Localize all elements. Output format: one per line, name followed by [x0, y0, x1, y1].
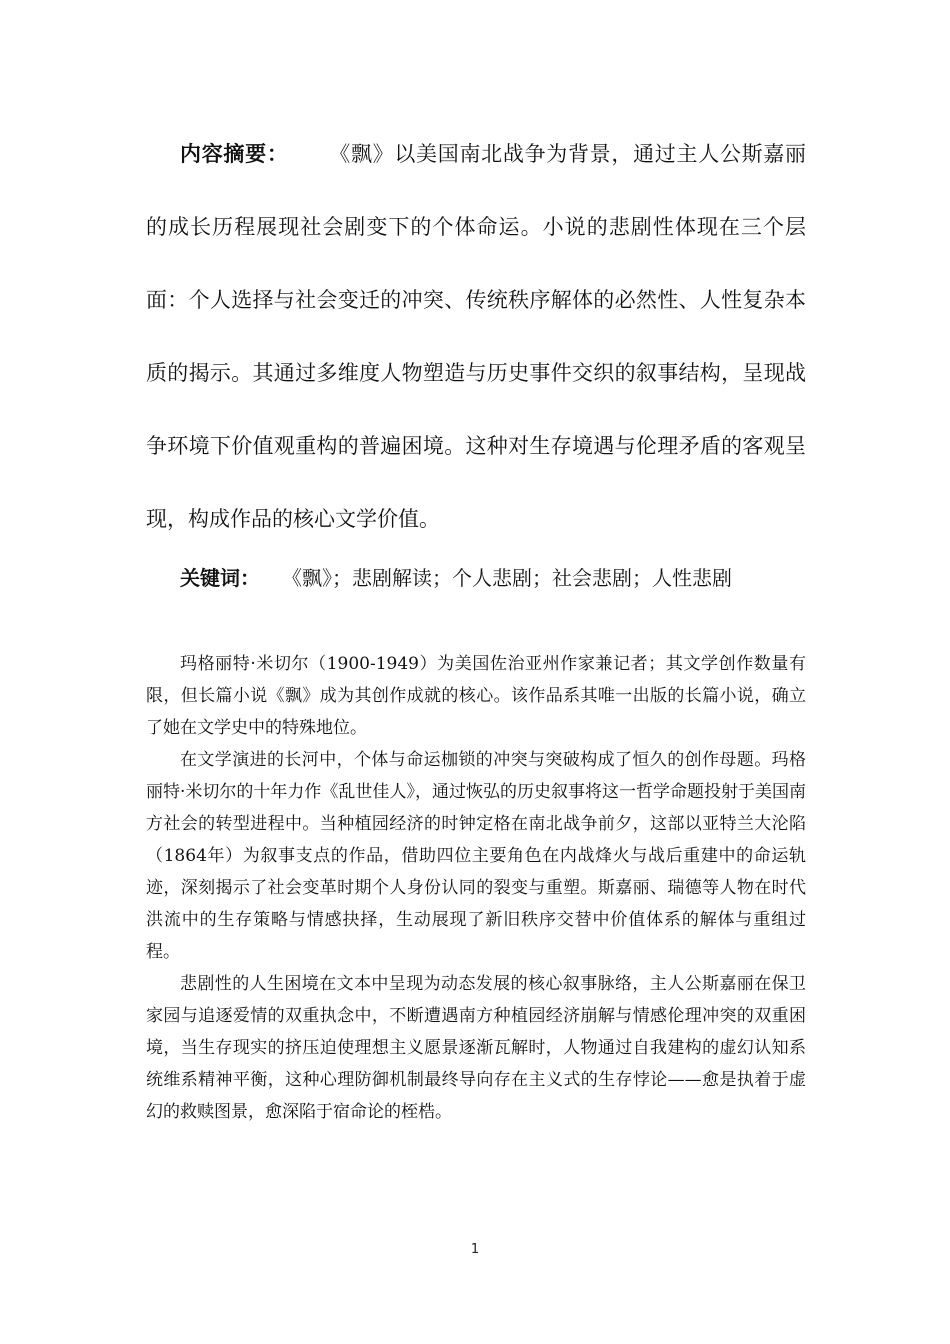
keywords-label: 关键词： — [180, 566, 260, 590]
body-paragraph-3: 悲剧性的人生困境在文本中呈现为动态发展的核心叙事脉络，主人公斯嘉丽在保卫家园与追逐爱情的双重执念中，不断遭遇南方种植园经济崩解与情感伦理冲突的双重困境，当生存现实的挤压迫使理想主义愿景逐渐瓦解时，人物通过自我建构的虚幻认知系统维系精神平衡，这种心理防御机制最终导向存在主义式的生存悖论——愈是执着于虚幻的救赎图景，愈深陷于宿命论的桎梏。 — [146, 974, 806, 1122]
keywords-text: 《飘》；悲剧解读；个人悲剧；社会悲剧；人性悲剧 — [282, 566, 732, 590]
body-text — [146, 648, 806, 1128]
page-number: 1 — [470, 1242, 480, 1257]
keywords-section — [180, 556, 820, 600]
abstract-text: 《飘》以美国南北战争为背景，通过主人公斯嘉丽的成长历程展现社会剧变下的个体命运。小说的悲剧性体现在三个层面：个人选择与社会变迁的冲突、传统秩序解体的必然性、人性复杂本质的揭示。其通过多维度人物塑造与历史事件交织的叙事结构，呈现战争环境下价值观重构的普遍困境。这种对生存境遇与伦理矛盾的客观呈现，构成作品的核心文学价值。 — [146, 142, 807, 531]
abstract-section — [146, 118, 806, 556]
body-paragraph-1: 玛格丽特·米切尔（1900-1949）为美国佐治亚州作家兼记者；其文学创作数量有限，但长篇小说《飘》成为其创作成就的核心。该作品系其唯一出版的长篇小说，确立了她在文学史中的特殊地位。 — [146, 654, 806, 738]
abstract-label: 内容摘要： — [180, 142, 289, 166]
body-paragraph-2: 在文学演进的长河中，个体与命运枷锁的冲突与突破构成了恒久的创作母题。玛格丽特·米切尔的十年力作《乱世佳人》，通过恢弘的历史叙事将这一哲学命题投射于美国南方社会的转型进程中。当种植园经济的时钟定格在南北战争前夕，这部以亚特兰大沦陷（1864年）为叙事支点的作品，借助四位主要角色在内战烽火与战后重建中的命运轨迹，深刻揭示了社会变革时期个人身份认同的裂变与重塑。斯嘉丽、瑞德等人物在时代洪流中的生存策略与情感抉择，生动展现了新旧秩序交替中价值体系的解体与重组过程。 — [146, 750, 806, 962]
